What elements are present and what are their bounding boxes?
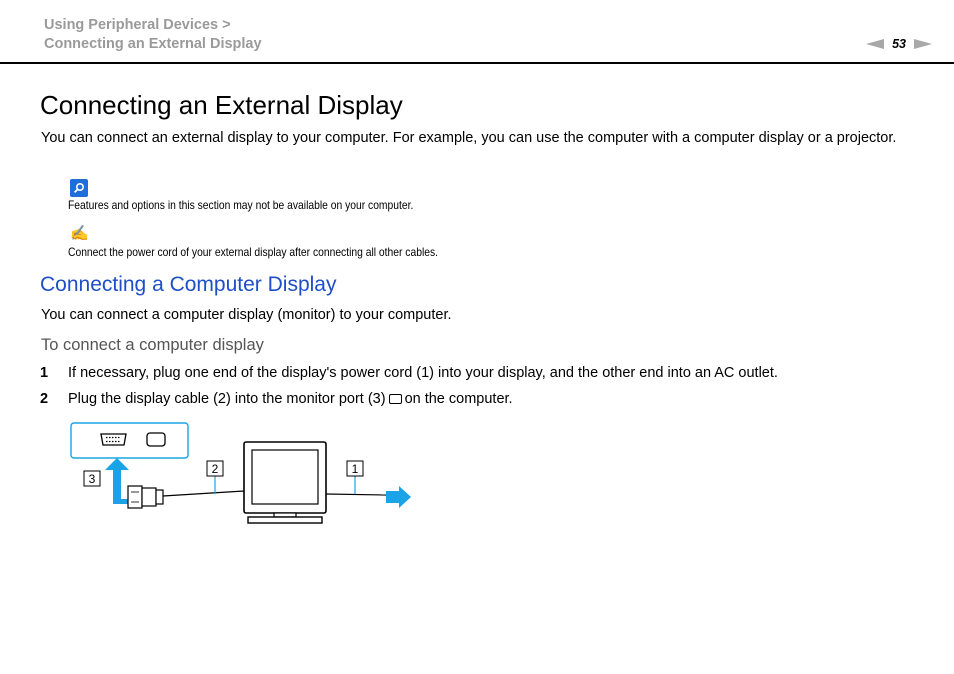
callout-3 — [84, 471, 100, 486]
step-2 — [40, 390, 513, 409]
power-cord — [326, 494, 386, 495]
availability-note: Features and options in this section may not be available on your computer. — [68, 198, 414, 212]
intro-paragraph: You can connect an external display to your computer. For example, you can use the computer with a computer display or a projector. — [41, 130, 897, 146]
pen-note-icon: ✍ — [70, 225, 89, 242]
callout-1 — [347, 461, 363, 476]
breadcrumb — [44, 16, 262, 54]
page-title: Connecting an External Display — [40, 90, 403, 120]
svg-text:3: 3 — [88, 472, 96, 486]
ac-outlet-arrow-icon — [386, 486, 411, 508]
magnifier-icon — [70, 179, 88, 197]
monitor-port-symbol — [147, 433, 165, 446]
previous-page-icon[interactable] — [866, 39, 884, 49]
step-text: Plug the display cable (2) into the monitor port (3) — [68, 391, 386, 407]
callout-2 — [207, 461, 223, 476]
monitor-port-icon — [389, 394, 402, 404]
connection-diagram — [68, 420, 418, 528]
section-text: You can connect a computer display (monitor) to your computer. — [41, 307, 452, 323]
breadcrumb-current[interactable]: Connecting an External Display — [44, 36, 262, 52]
procedure-title: To connect a computer display — [41, 336, 264, 354]
computer-port-panel — [71, 423, 188, 458]
power-cord-note: Connect the power cord of your external display after connecting all other cables. — [68, 245, 439, 259]
svg-text:2: 2 — [211, 462, 219, 476]
step-number: 1 — [40, 365, 49, 381]
step-1 — [40, 364, 778, 383]
page-number: 53 — [892, 37, 906, 51]
monitor-icon — [244, 442, 326, 523]
svg-text:1: 1 — [351, 462, 359, 476]
step-text: If necessary, plug one end of the display's power cord (1) into your display, and the other end into an AC outlet. — [68, 365, 778, 381]
vga-port-icon — [101, 434, 126, 445]
vga-connector-icon — [128, 486, 163, 508]
section-heading: Connecting a Computer Display — [40, 273, 337, 296]
breadcrumb-parent[interactable]: Using Peripheral Devices > — [44, 17, 231, 33]
step-number: 2 — [40, 391, 49, 407]
page-navigation — [866, 37, 932, 51]
step-text-end: on the computer. — [404, 391, 513, 407]
insert-arrow-icon — [105, 458, 129, 504]
header-divider — [0, 62, 954, 64]
display-cable — [163, 491, 244, 496]
next-page-icon[interactable] — [914, 39, 932, 49]
